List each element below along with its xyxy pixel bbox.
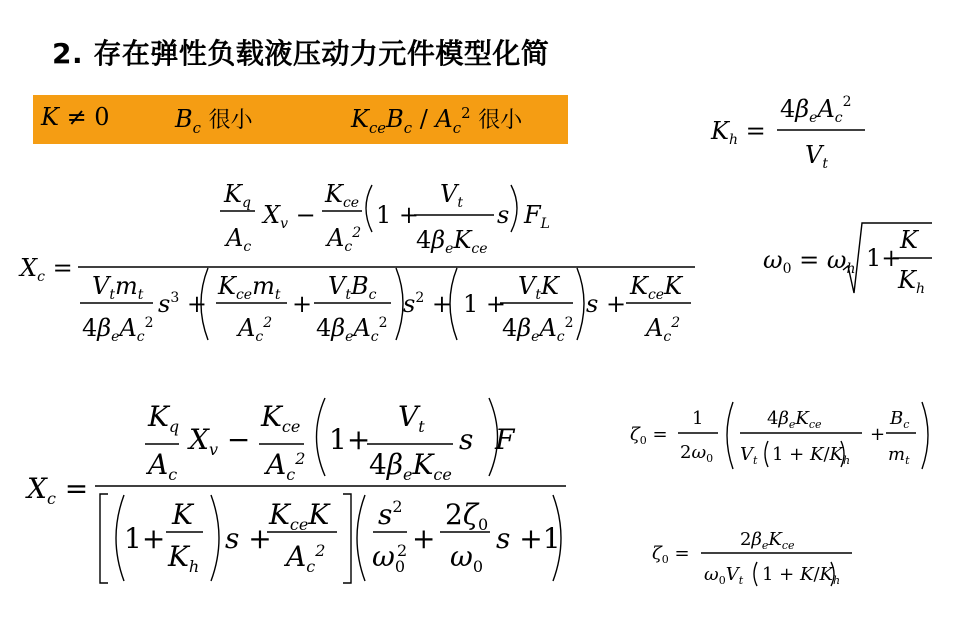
svg-text:4βeKce: $4\beta_eK_{ce}$ <box>767 408 822 431</box>
svg-text:Ac: $A_c$ <box>148 448 178 484</box>
svg-text:Kce: $K_{ce}$ <box>261 400 301 436</box>
svg-text:Xv −: $X_v$ − <box>189 423 251 459</box>
svg-text:Kce: $K_{ce}$ <box>325 180 360 211</box>
svg-text:s2 +: $s^2$ + <box>403 290 452 318</box>
svg-text:s +1: s +1 <box>496 522 561 555</box>
svg-text:4βeAc2: $4\beta_eA_c^2$ <box>502 314 574 345</box>
svg-text:Ac2: $A_c^2$ <box>238 314 273 345</box>
svg-text:ω0 = ωh: $\omega_0 = \omega_h$ <box>763 246 856 277</box>
svg-text:Kh =: $K_h$ = <box>711 117 766 148</box>
svg-text:1 + K/Kh: $1 + K/K_h$ <box>762 564 841 587</box>
svg-text:2ω0: $2\omega_0$ <box>680 442 714 465</box>
svg-text:K: K <box>172 498 193 531</box>
svg-text:FL: $F_L$ <box>524 201 550 232</box>
svg-text:Ac: $A_c$ <box>226 224 252 255</box>
svg-text:4βeAc2: $4\beta_eA_c^2$ <box>82 314 154 345</box>
svg-text:K: K <box>900 226 918 254</box>
svg-text:+: + <box>870 424 886 445</box>
svg-text:1+: 1+ <box>124 522 166 555</box>
svg-text:KceK: $K_{ce}K$ <box>630 272 683 303</box>
svg-text:ω02: $\omega_02$ <box>372 540 408 576</box>
svg-text:Vt: $V_t$ <box>398 400 425 436</box>
svg-text:ω0Vt: $\omega_0V_t$ <box>704 564 744 587</box>
svg-text:Bc: $B_c$ <box>890 408 910 431</box>
svg-text:1 +: 1 + <box>463 290 507 318</box>
condition-kce-bc-small: $K_{ce}B_c / A_c^2$ 很小 <box>351 104 523 137</box>
svg-text:Ac2: $A_c^2$ <box>327 224 362 255</box>
svg-text:Ac2: $A_c^2$ <box>646 314 681 345</box>
svg-text:Kq: $K_q$ <box>224 180 251 211</box>
svg-text:Kcemt: $K_{ce}m_t$ <box>218 272 281 303</box>
svg-text:1 +: 1 + <box>376 201 420 229</box>
svg-text:Xv −: $X_v$ − <box>263 201 316 232</box>
condition-kce-text: 很小 <box>478 108 523 133</box>
svg-text:s2: $s^2$ <box>378 497 403 531</box>
svg-text:4βeKce: $4\beta_eK_{ce}$ <box>369 448 452 484</box>
svg-text:s: s <box>497 201 510 229</box>
svg-text:VtK: $V_tK$ <box>518 272 559 303</box>
svg-text:+: + <box>412 522 436 555</box>
svg-text:4βeKce: $4\beta_eK_{ce}$ <box>416 226 488 257</box>
section-number: 2. <box>52 37 84 70</box>
section-title: 存在弹性负载液压动力元件模型化简 <box>93 37 550 70</box>
svg-text:VtBc: $V_tB_c$ <box>328 272 377 303</box>
svg-text:Kh: $K_h$ <box>168 540 200 576</box>
condition-k-nonzero: K ≠ 0 <box>41 103 110 131</box>
svg-text:ω0: $\omega_0$ <box>450 540 484 576</box>
svg-text:s +: s + <box>225 522 272 555</box>
svg-text:s: s <box>459 423 474 456</box>
svg-text:Ac2: $A_c^2$ <box>266 448 306 484</box>
svg-text:Vt: $V_t$ <box>740 444 758 467</box>
svg-text:Xc =: $X_c$ = <box>20 254 73 285</box>
svg-text:1+: 1+ <box>329 423 371 456</box>
svg-text:1 + K/Kh: $1 + K/K_h$ <box>772 444 851 467</box>
svg-text:mt: $m_t$ <box>888 444 910 467</box>
svg-text:1: 1 <box>692 408 704 429</box>
svg-text:F: F <box>495 423 515 456</box>
svg-text:Kh: $K_h$ <box>898 266 925 297</box>
svg-text:Vt: $V_t$ <box>440 180 463 211</box>
svg-text:Ac2: $A_c^2$ <box>286 540 326 576</box>
svg-text:1+: 1+ <box>866 244 902 272</box>
svg-text:Vt: $V_t$ <box>805 141 828 172</box>
condition-bc-text: 很小 <box>208 108 253 133</box>
svg-text:ζ0 =: $\zeta_0$ = <box>630 424 668 447</box>
svg-text:2ζ0: $2\zeta_0$ <box>445 498 489 534</box>
condition-bc-small: $B_c$ 很小 <box>175 105 253 137</box>
svg-text:Vtmt: $V_tm_t$ <box>92 272 144 303</box>
svg-text:Xc =: $X_c$ = <box>27 472 89 508</box>
svg-text:s3 +: $s^3$ + <box>158 290 207 318</box>
svg-text:KceK: $K_{ce}K$ <box>269 498 330 534</box>
svg-text:Kq: $K_q$ <box>148 400 180 436</box>
svg-text:4βeAc2: $4\beta_eA_c^2$ <box>316 314 388 345</box>
svg-text:4βeAc2: $4\beta_eA_c^2$ <box>780 94 852 126</box>
svg-text:ζ0 =: $\zeta_0$ = <box>652 543 690 566</box>
svg-text:s +: s + <box>586 290 627 318</box>
svg-text:2βeKce: $2\beta_eK_{ce}$ <box>740 529 795 552</box>
svg-text:+: + <box>292 290 313 318</box>
